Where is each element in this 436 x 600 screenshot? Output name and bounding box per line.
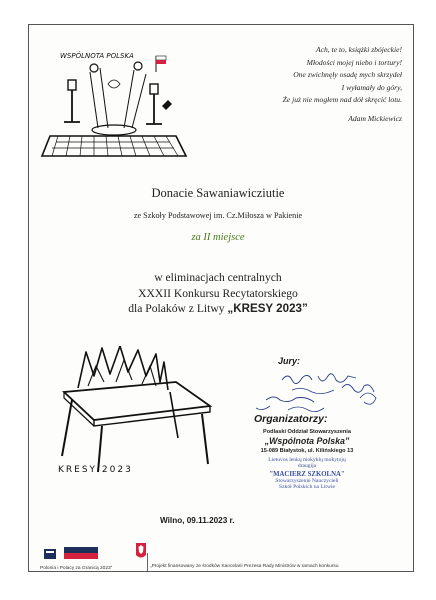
footer-funding-text: „Projekt finansowany ze środków Kancelarii Prezesa Rady Ministrów w ramach konkursu [150, 564, 339, 569]
government-logo-icon [44, 549, 56, 559]
organizer-stamp [232, 457, 382, 490]
footer-program-text: Polonia i Polacy za Granicą 2023” [40, 566, 113, 571]
poem-line: One zwichnęły osadę mych skrzydeł [293, 70, 402, 80]
desc-line-prefix: dla Polaków z Litwy [128, 302, 225, 315]
desc-line [0, 301, 436, 317]
drawing-caption: WSPÓLNOTA POLSKA [60, 52, 134, 60]
burning-table-illustration [50, 346, 220, 478]
organizers-block [232, 429, 382, 490]
stamp-org-name: "MACIERZ SZKOLNA" [269, 471, 345, 478]
stamp-line: Lietuvos lenkų mokyklų mokytojų [268, 457, 346, 463]
poem-line: I wyłamały do góry, [341, 82, 402, 92]
polonia-logo-icon [64, 547, 98, 559]
poem-line: Ach, te to, książki zbójeckie! [315, 45, 402, 54]
organizer-branch: Podlaski Oddział Stowarzyszenia [263, 429, 351, 435]
jury-heading: Jury: [278, 356, 301, 366]
desc-line: w eliminacjach centralnych [154, 271, 282, 284]
school-name: ze Szkoły Podstawowej im. Cz.Miłosza w Pakienie [133, 211, 303, 220]
jury-signatures [248, 370, 384, 416]
poem-line: Że już nie mogłem nad dół skręcić lotu. [282, 95, 402, 105]
stage-drawing-illustration [38, 44, 188, 166]
organizers-heading: Organizatorzy: [254, 413, 328, 425]
stamp-line: draugija [297, 463, 317, 469]
organizer-address: 15-089 Białystok, ul. Kilińskiego 13 [260, 448, 354, 454]
award-place: za II miejsce [191, 232, 245, 243]
issue-date: Wilno, 09.11.2023 r. [160, 516, 235, 525]
desc-line: XXXII Konkursu Recytatorskiego [138, 286, 298, 300]
polish-eagle-icon [136, 543, 146, 558]
recipient-name: Donacie Sawaniawicziutie [151, 186, 285, 200]
drawing-caption: KRESY 2023 [58, 465, 133, 475]
poem-line: Młodości mojej niebo i tortury! [306, 57, 402, 67]
organizer-name: „Wspólnota Polska” [264, 436, 350, 446]
sponsor-logos [40, 541, 150, 561]
poem-quote [182, 44, 402, 126]
competition-name: „KRESY 2023” [227, 302, 308, 315]
competition-description [0, 270, 436, 317]
stamp-line: Stowarzyszenie Nauczycieli [275, 478, 339, 484]
stamp-line: Szkół Polskich na Litwie [278, 484, 336, 490]
footer-divider [147, 553, 148, 571]
poem-author: Adam Mickiewicz [348, 113, 402, 123]
